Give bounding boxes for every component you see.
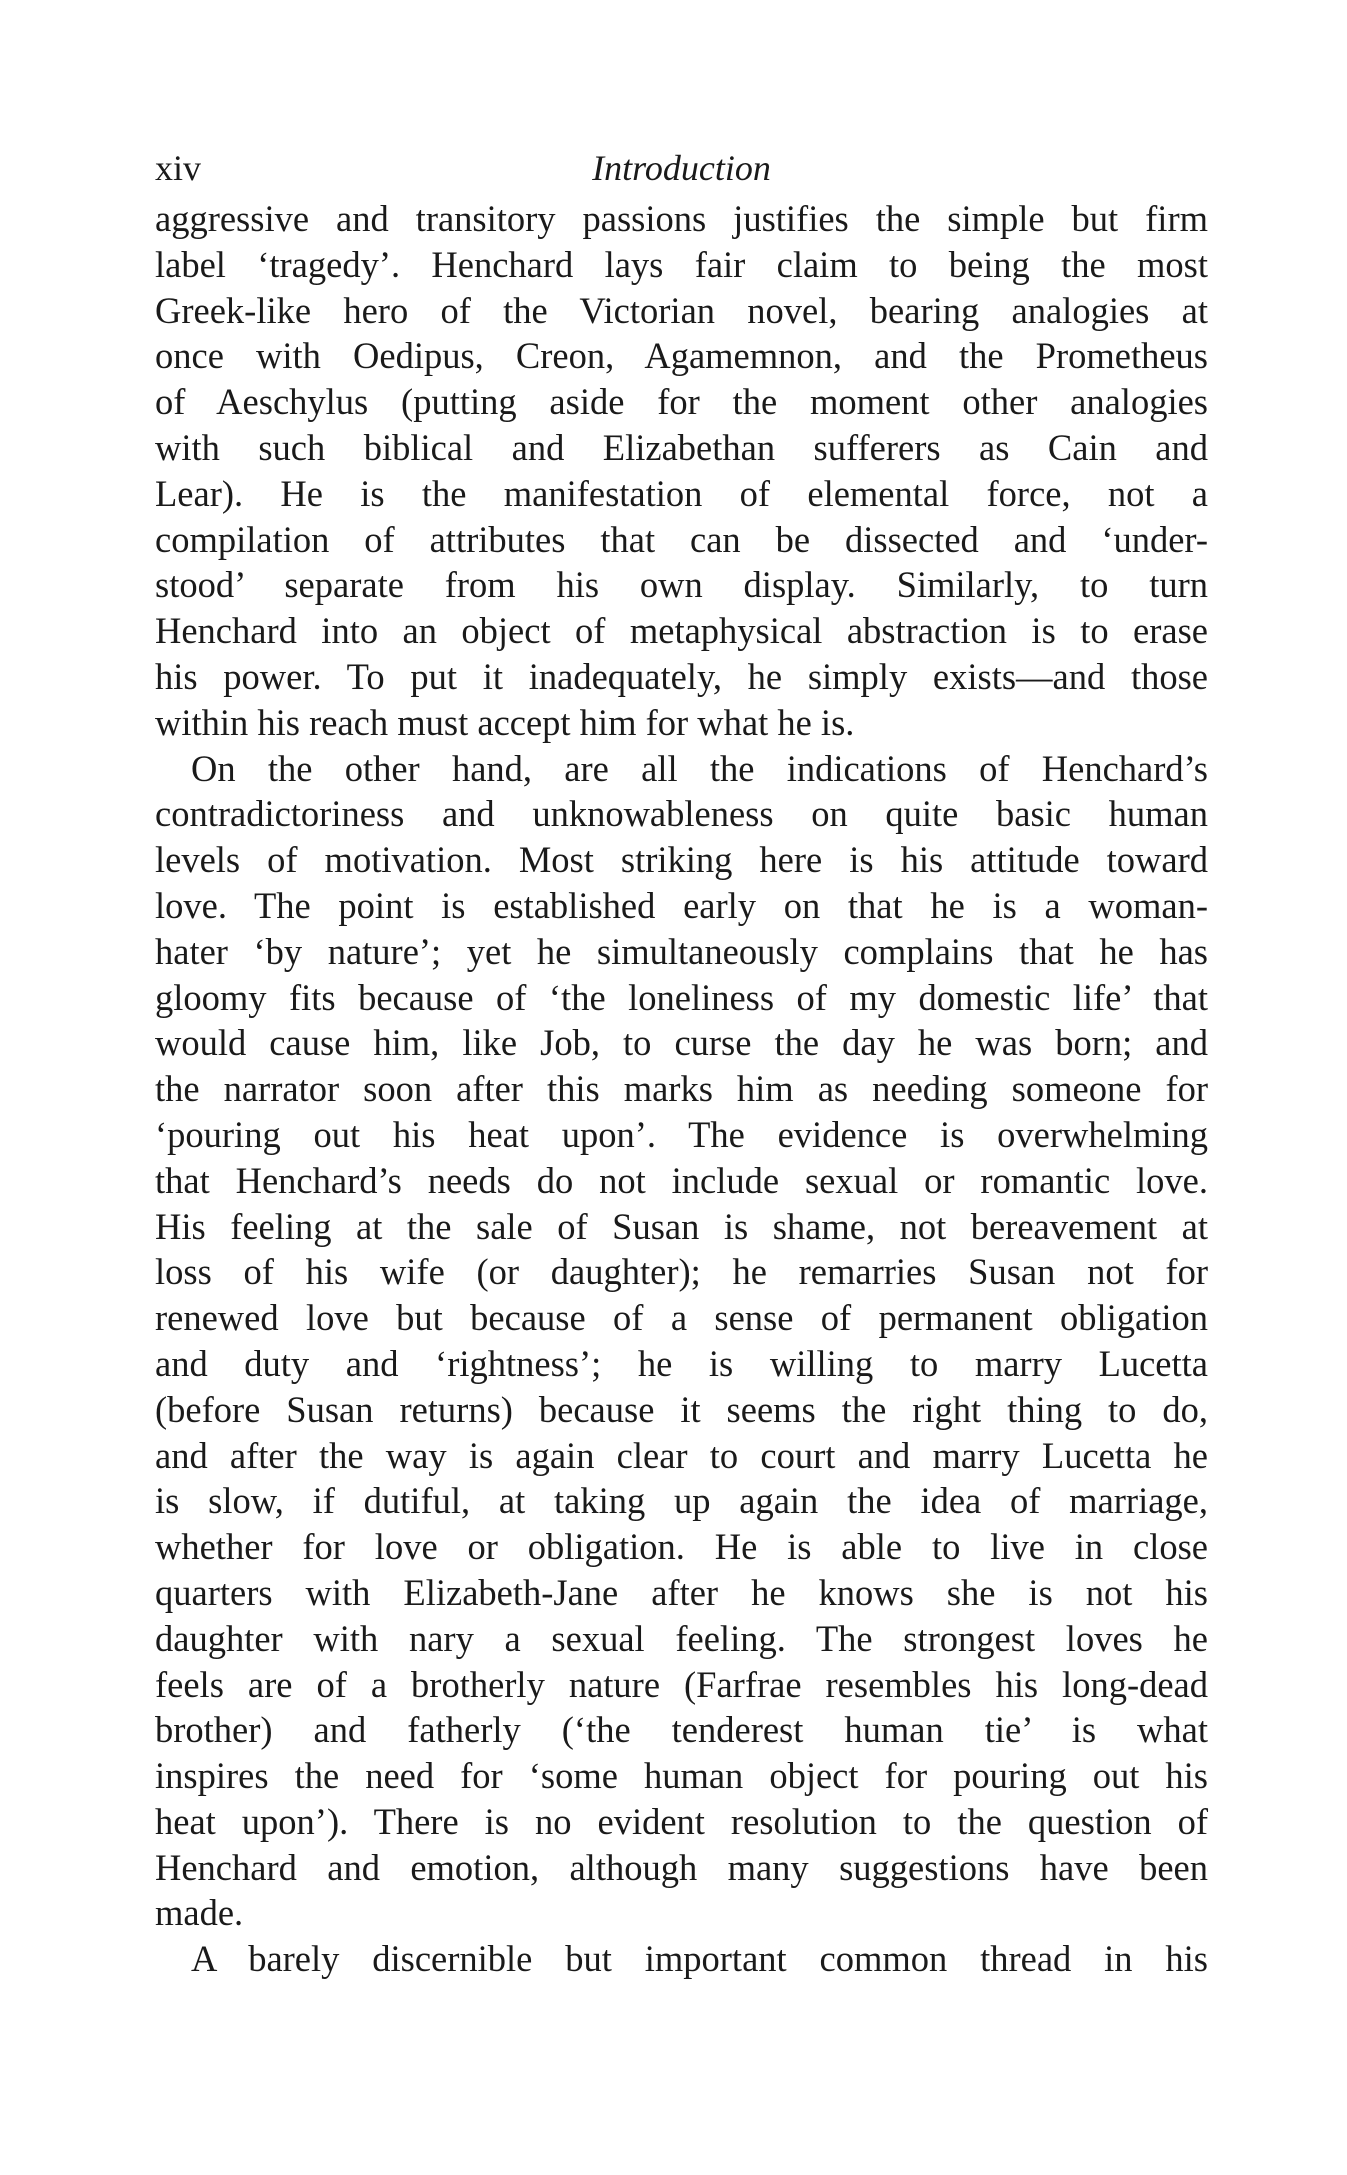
text-line: On the other hand, are all the indications of Henchard’s [191, 747, 1208, 789]
text-line: heat upon’). There is no evident resolution to the question of [155, 1800, 1208, 1842]
text-line: stood’ separate from his own display. Similarly, to turn [155, 564, 1208, 606]
text-line: levels of motivation. Most striking here is his attitude toward [155, 839, 1208, 881]
text-line: Lear). He is the manifestation of elemental force, not a [155, 472, 1208, 514]
text-line: His feeling at the sale of Susan is shame, not bereavement at [155, 1205, 1208, 1247]
text-line: gloomy fits because of ‘the loneliness of my domestic life’ that [155, 976, 1208, 1018]
text-line: (before Susan returns) because it seems the right thing to do, [155, 1388, 1208, 1430]
text-line: of Aeschylus (putting aside for the moment other analogies [155, 381, 1208, 423]
text-line: is slow, if dutiful, at taking up again the idea of marriage, [155, 1480, 1208, 1522]
text-line: aggressive and transitory passions justifies the simple but firm [155, 198, 1208, 239]
text-line: loss of his wife (or daughter); he remarries Susan not for [155, 1251, 1208, 1293]
page-header [155, 140, 1208, 196]
text-line: once with Oedipus, Creon, Agamemnon, and the Prometheus [155, 335, 1208, 377]
text-line: with such biblical and Elizabethan sufferers as Cain and [155, 426, 1208, 468]
text-line: would cause him, like Job, to curse the day he was born; and [155, 1022, 1208, 1064]
text-line: feels are of a brotherly nature (Farfrae resembles his long-dead [155, 1663, 1208, 1705]
text-line: and after the way is again clear to court and marry Lucetta he [155, 1434, 1208, 1476]
text-line: hater ‘by nature’; yet he simultaneously complains that he has [155, 930, 1208, 972]
page-number: xiv [155, 148, 202, 188]
text-line: Henchard into an object of metaphysical abstraction is to erase [155, 610, 1208, 652]
text-line: daughter with nary a sexual feeling. The strongest loves he [155, 1617, 1208, 1659]
text-line: within his reach must accept him for what he is. [155, 701, 855, 743]
body-text [155, 196, 1208, 1982]
text-line: whether for love or obligation. He is able to live in close [155, 1526, 1208, 1568]
text-line: love. The point is established early on that he is a woman- [155, 884, 1208, 926]
text-line: ‘pouring out his heat upon’. The evidence is overwhelming [155, 1113, 1208, 1155]
text-line: compilation of attributes that can be dissected and ‘under- [155, 518, 1208, 560]
text-line: Henchard and emotion, although many suggestions have been [155, 1846, 1208, 1888]
text-line: his power. To put it inadequately, he simply exists—and those [155, 655, 1208, 697]
text-line: brother) and fatherly (‘the tenderest human tie’ is what [155, 1709, 1208, 1751]
text-line: the narrator soon after this marks him as needing someone for [155, 1068, 1208, 1110]
text-line: contradictoriness and unknowableness on quite basic human [155, 793, 1208, 835]
text-line: Greek-like hero of the Victorian novel, bearing analogies at [155, 289, 1208, 331]
running-title: Introduction [592, 148, 771, 188]
text-line: label ‘tragedy’. Henchard lays fair claim to being the most [155, 243, 1208, 285]
text-line: A barely discernible but important common thread in his [191, 1938, 1208, 1980]
text-line: that Henchard’s needs do not include sexual or romantic love. [155, 1159, 1208, 1201]
text-line: inspires the need for ‘some human object for pouring out his [155, 1755, 1208, 1797]
text-line: and duty and ‘rightness’; he is willing to marry Lucetta [155, 1342, 1208, 1384]
text-line: quarters with Elizabeth-Jane after he knows she is not his [155, 1571, 1208, 1613]
text-line: made. [155, 1892, 244, 1934]
book-page [155, 140, 1208, 1982]
text-line: renewed love but because of a sense of permanent obligation [155, 1297, 1208, 1339]
